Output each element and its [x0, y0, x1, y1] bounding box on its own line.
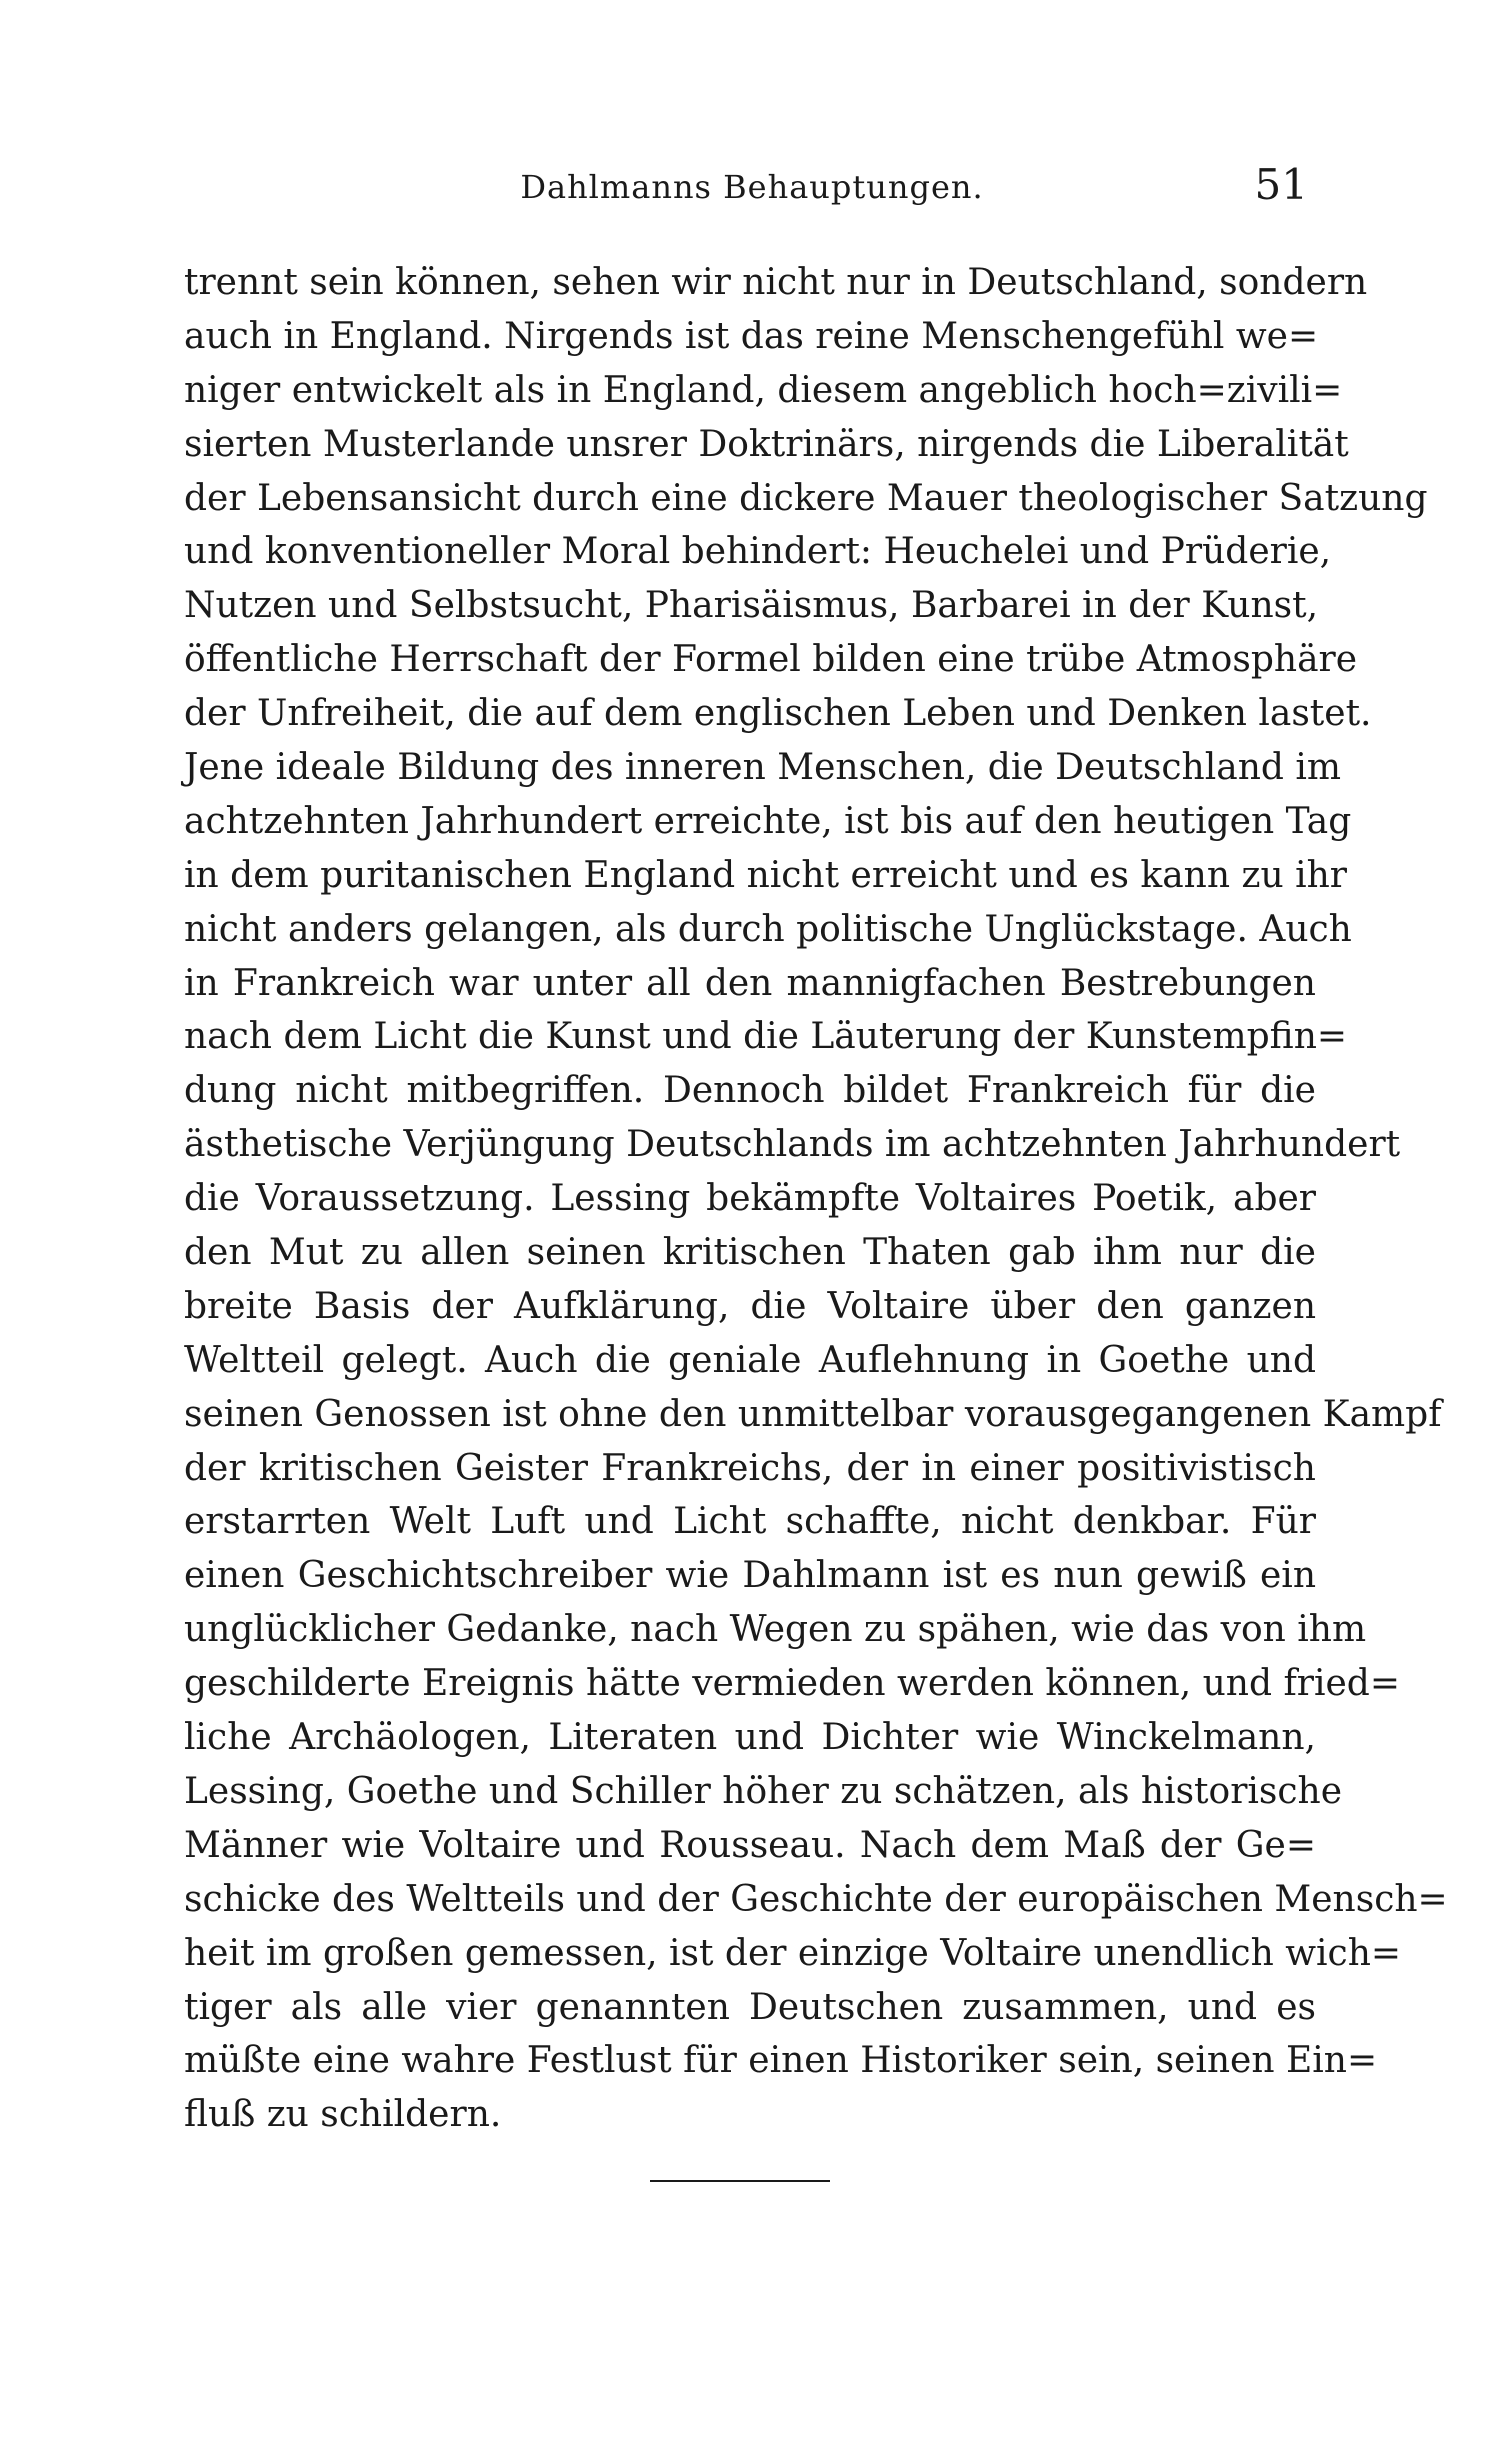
text-line: den Mut zu allen seinen kritischen Thaten gab ihm nur die	[184, 1232, 1316, 1274]
text-line: Weltteil gelegt. Auch die geniale Auflehnung in Goethe und	[184, 1339, 1316, 1381]
end-rule	[650, 2180, 830, 2182]
text-line: der Lebensansicht durch eine dickere Mauer theologischer Satzung	[184, 477, 1428, 519]
text-line: breite Basis der Aufklärung, die Voltaire über den ganzen	[184, 1285, 1316, 1327]
text-line: Lessing, Goethe und Schiller höher zu schätzen, als historische	[184, 1770, 1343, 1812]
body-text	[184, 256, 1448, 2142]
running-title: Dahlmanns Behauptungen.	[520, 168, 984, 206]
text-line: einen Geschichtschreiber wie Dahlmann ist es nun gewiß ein	[184, 1555, 1316, 1597]
text-line: und konventioneller Moral behindert: Heuchelei und Prüderie,	[184, 531, 1332, 573]
text-line: trennt sein können, sehen wir nicht nur in Deutschland, sondern	[184, 262, 1368, 303]
text-line: heit im großen gemessen, ist der einzige Voltaire unendlich wich=	[184, 1932, 1402, 1974]
text-line: niger entwickelt als in England, diesem angeblich hoch=zivili=	[184, 369, 1343, 411]
text-line: dung nicht mitbegriffen. Dennoch bildet Frankreich für die	[184, 1070, 1316, 1112]
running-head	[0, 160, 1504, 220]
text-line: nicht anders gelangen, als durch politische Unglückstage. Auch	[184, 908, 1352, 950]
text-line: Jene ideale Bildung des inneren Menschen, die Deutschland im	[184, 747, 1342, 789]
text-line: auch in England. Nirgends ist das reine Menschengefühl we=	[184, 315, 1319, 357]
text-line: in Frankreich war unter all den mannigfachen Bestrebungen	[184, 962, 1316, 1004]
text-line: tiger als alle vier genannten Deutschen zusammen, und es	[184, 1986, 1316, 2028]
text-line: sierten Musterlande unsrer Doktrinärs, nirgends die Liberalität	[184, 423, 1349, 465]
text-line: erstarrten Welt Luft und Licht schaffte, nicht denkbar. Für	[184, 1501, 1316, 1543]
text-line: unglücklicher Gedanke, nach Wegen zu spähen, wie das von ihm	[184, 1609, 1367, 1651]
page-number: 51	[1254, 160, 1308, 209]
text-line: in dem puritanischen England nicht erreicht und es kann zu ihr	[184, 854, 1348, 896]
text-line: die Voraussetzung. Lessing bekämpfte Voltaires Poetik, aber	[184, 1178, 1316, 1220]
text-line: ästhetische Verjüngung Deutschlands im achtzehnten Jahrhundert	[184, 1124, 1401, 1166]
text-line: öffentliche Herrschaft der Formel bilden eine trübe Atmosphäre	[184, 639, 1358, 681]
text-line: Männer wie Voltaire und Rousseau. Nach dem Maß der Ge=	[184, 1824, 1316, 1866]
text-line: liche Archäologen, Literaten und Dichter wie Winckelmann,	[184, 1717, 1316, 1759]
text-line: achtzehnten Jahrhundert erreichte, ist bis auf den heutigen Tag	[184, 800, 1352, 842]
text-line: Nutzen und Selbstsucht, Pharisäismus, Barbarei in der Kunst,	[184, 585, 1319, 627]
text-line: schicke des Weltteils und der Geschichte der europäischen Mensch=	[184, 1878, 1448, 1920]
text-line: fluß zu schildern.	[184, 2094, 502, 2136]
text-line: nach dem Licht die Kunst und die Läuterung der Kunstempfin=	[184, 1016, 1348, 1058]
text-line: geschilderte Ereignis hätte vermieden werden können, und fried=	[184, 1663, 1401, 1705]
text-line: müßte eine wahre Festlust für einen Historiker sein, seinen Ein=	[184, 2040, 1378, 2082]
text-line: seinen Genossen ist ohne den unmittelbar vorausgegangenen Kampf	[184, 1393, 1442, 1435]
text-line: der Unfreiheit, die auf dem englischen Leben und Denken lastet.	[184, 693, 1372, 735]
text-line: der kritischen Geister Frankreichs, der in einer positivistisch	[184, 1447, 1316, 1489]
